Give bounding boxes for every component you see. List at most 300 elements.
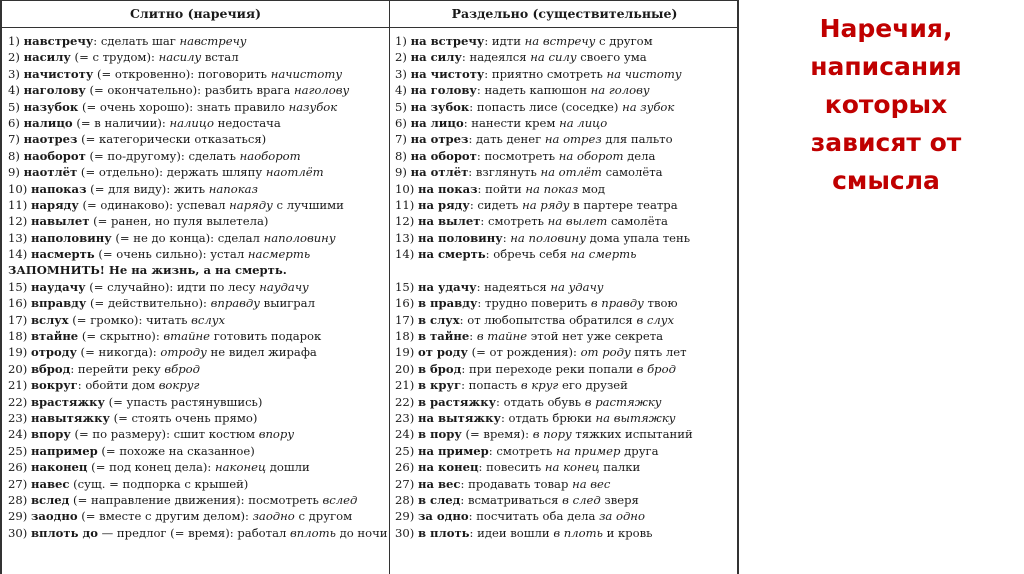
item-term: заодно [30, 509, 78, 524]
item-text: (= направление движения): посмотреть [69, 492, 323, 507]
item-text: дома упала тень [585, 230, 691, 245]
item-example: налицо [169, 115, 214, 130]
list-item [395, 279, 739, 295]
item-text: встал [201, 50, 239, 65]
item-term: впору [30, 427, 71, 442]
item-text: до ночи [335, 525, 388, 540]
item-example: на показ [525, 181, 579, 196]
item-number: 13) [8, 230, 28, 245]
item-example: вброд [164, 361, 200, 376]
item-term: наудачу [30, 279, 86, 294]
column-divider [389, 0, 390, 574]
list-item [8, 508, 388, 524]
item-text: для пальто [601, 132, 673, 147]
item-text: не видел жирафа [206, 345, 317, 360]
item-text: : идеи вошли [469, 525, 554, 540]
item-text: с другом [294, 509, 353, 524]
item-term: вправду [30, 296, 87, 311]
item-example: в след [562, 492, 601, 507]
item-term: на половину [417, 230, 503, 245]
list-item [395, 426, 739, 442]
item-number: 22) [395, 394, 415, 409]
item-text: (= отдельно): держать шляпу [77, 165, 266, 180]
item-example: на чистоту [606, 66, 682, 81]
item-text: в партере театра [569, 197, 678, 212]
item-example: наудачу [259, 279, 309, 294]
item-example: на конец [544, 460, 600, 475]
list-item [395, 49, 739, 65]
item-term: наполовину [30, 230, 112, 245]
item-term: в правду [417, 296, 478, 311]
item-example: начистоту [270, 66, 343, 81]
item-number: 4) [395, 83, 407, 98]
list-item [395, 213, 739, 229]
item-number: 3) [8, 66, 20, 81]
item-term: навстречу [23, 34, 94, 48]
item-term: на смерть [417, 247, 486, 262]
list-item [8, 99, 388, 115]
item-term: наконец [30, 460, 88, 475]
list-item [395, 377, 739, 393]
list-item [395, 295, 739, 311]
item-text: (= в наличии): [72, 115, 170, 130]
item-text: (= по-другому): сделать [85, 148, 240, 163]
list-item [395, 410, 739, 426]
item-example: на удачу [550, 279, 604, 294]
item-example: в круг [520, 378, 559, 393]
item-example: на голову [590, 83, 650, 98]
item-text: с лучшими [272, 197, 344, 212]
item-example: отроду [160, 345, 207, 360]
item-example: насмерть [247, 247, 311, 262]
item-text: — предлог (= время): работал [97, 525, 291, 540]
item-text: дела [623, 148, 656, 163]
list-item [395, 131, 739, 147]
item-text: твою [643, 296, 678, 311]
item-number: 21) [395, 378, 415, 393]
item-number: 24) [8, 427, 28, 442]
item-number: 29) [8, 509, 28, 524]
item-text: (= похоже на сказанное) [97, 443, 255, 458]
list-item [8, 443, 388, 459]
item-example: за одно [599, 509, 645, 524]
item-term: начистоту [23, 66, 94, 81]
item-text: : обойти дом [77, 378, 159, 393]
item-text: : сделать шаг [93, 34, 180, 48]
item-term: вслух [30, 312, 69, 327]
item-number: 7) [395, 132, 407, 147]
item-term: навес [30, 476, 70, 491]
item-text: : смотреть [480, 214, 548, 229]
item-number: 10) [395, 181, 415, 196]
item-term: вплоть до [30, 525, 98, 540]
item-text: : посчитать оба дела [468, 509, 600, 524]
item-text: (= по размеру): сшит костюм [70, 427, 259, 442]
item-example: от роду [580, 345, 631, 360]
item-term: на вытяжку [417, 410, 501, 425]
item-number: 2) [8, 50, 20, 65]
item-example: вплоть [290, 525, 336, 540]
item-text: (= скрытно): [78, 329, 164, 344]
list-item [8, 82, 388, 98]
list-item [395, 312, 739, 328]
item-example: наряду [229, 197, 273, 212]
nouns-column [395, 33, 739, 541]
item-number: 2) [395, 50, 407, 65]
item-text: : взглянуть [468, 165, 541, 180]
item-text: : от любопытства обратился [459, 312, 637, 327]
item-term: за одно [417, 509, 469, 524]
item-term: в пору [417, 427, 462, 442]
item-example: на пример [555, 443, 621, 458]
list-item [8, 410, 388, 426]
item-text: (= случайно): идти по лесу [85, 279, 260, 294]
item-example: насилу [158, 50, 202, 65]
list-item [8, 426, 388, 442]
list-item [8, 492, 388, 508]
list-item [395, 230, 739, 246]
header-divider [2, 27, 737, 28]
item-number: 20) [395, 361, 415, 376]
item-text: (= одинаково): успевал [78, 197, 230, 212]
list-item [8, 33, 388, 49]
item-example: впору [258, 427, 295, 442]
item-text: (= ранен, но пуля вылетела) [89, 214, 269, 229]
item-number: 11) [8, 197, 28, 212]
item-term: на встречу [410, 34, 485, 48]
item-text: этой нет уже секрета [527, 329, 664, 344]
item-text: : попасть лисе (соседке) [469, 99, 623, 114]
item-example: наоборот [239, 148, 301, 163]
list-item [8, 476, 388, 492]
list-item [395, 99, 739, 115]
item-number: 15) [8, 279, 28, 294]
item-number: 26) [8, 460, 28, 475]
item-text: (= под конец дела): [87, 460, 215, 475]
item-text: (= очень хорошо): знать правило [78, 99, 289, 114]
item-term: насилу [23, 50, 71, 65]
item-number: 21) [8, 378, 28, 393]
item-example: в слух [636, 312, 675, 327]
item-number: 23) [8, 410, 28, 425]
item-number: 3) [395, 66, 407, 81]
item-example: на отрез [544, 132, 602, 147]
title-line: написания [810, 52, 962, 81]
item-term: на удачу [417, 279, 477, 294]
item-term: на отрез [410, 132, 469, 147]
list-item [8, 148, 388, 164]
item-text: (= не до конца): сделал [111, 230, 264, 245]
item-number: 14) [8, 247, 28, 262]
item-number: 9) [395, 165, 407, 180]
item-number: 15) [395, 279, 415, 294]
list-item [395, 443, 739, 459]
item-number: 28) [8, 492, 28, 507]
item-term: на конец [417, 460, 479, 475]
item-term: в след [417, 492, 461, 507]
item-example: в тайне [476, 329, 528, 344]
spacer [395, 262, 739, 278]
item-number: 6) [8, 115, 20, 130]
item-term: на пример [417, 443, 489, 458]
item-number: 12) [8, 214, 28, 229]
list-item [8, 131, 388, 147]
item-text: дошли [266, 460, 310, 475]
title-line: зависят от [810, 128, 962, 157]
item-term: на отлёт [410, 165, 469, 180]
item-example: вокруг [158, 378, 200, 393]
item-text: : трудно поверить [477, 296, 591, 311]
item-text: палки [599, 460, 641, 475]
item-text: : повесить [478, 460, 545, 475]
item-text: : дать денег [468, 132, 545, 147]
item-number: 14) [395, 247, 415, 262]
item-term: в брод [417, 361, 462, 376]
item-text: : приятно смотреть [484, 66, 607, 81]
item-text: (= никогда): [76, 345, 161, 360]
item-example: вслед [322, 492, 358, 507]
item-term: отроду [30, 345, 77, 360]
item-term: наотрез [23, 132, 78, 147]
item-example: в правду [590, 296, 644, 311]
list-item [395, 246, 739, 262]
list-item [8, 230, 388, 246]
item-text: (= с трудом): [70, 50, 159, 65]
list-item [8, 115, 388, 131]
item-text: (= вместе с другим делом): [77, 509, 253, 524]
item-term: на ряду [417, 197, 470, 212]
item-text: (= время): [461, 427, 533, 442]
list-item [8, 525, 388, 558]
list-item [8, 49, 388, 65]
list-item [8, 246, 388, 262]
item-term: на вес [417, 476, 461, 491]
list-item [8, 361, 388, 377]
item-number: 22) [8, 394, 28, 409]
item-example: напоказ [208, 181, 258, 196]
item-example: наконец [215, 460, 267, 475]
item-text: : смотреть [488, 443, 556, 458]
item-number: 20) [8, 361, 28, 376]
item-example: вправду [210, 296, 260, 311]
item-text: друга [620, 443, 659, 458]
item-number: 18) [8, 329, 28, 344]
item-text: (= упасть растянувшись) [104, 394, 263, 409]
item-term: наголову [23, 83, 86, 98]
list-item [8, 279, 388, 295]
item-number: 30) [395, 525, 415, 540]
item-example: на отлёт [540, 165, 602, 180]
list-item [8, 344, 388, 360]
item-term: на силу [410, 50, 462, 65]
item-text: готовить подарок [210, 329, 322, 344]
item-example: в брод [636, 361, 676, 376]
item-text: (= категорически отказаться) [77, 132, 267, 147]
adverbs-column [8, 33, 388, 558]
item-number: 23) [395, 410, 415, 425]
item-text: : обречь себя [485, 247, 571, 262]
item-number: 19) [395, 345, 415, 360]
item-example: втайне [163, 329, 211, 344]
item-number: 5) [395, 99, 407, 114]
item-number: 7) [8, 132, 20, 147]
item-text: : нанести крем [463, 115, 560, 130]
item-example: на силу [530, 50, 577, 65]
list-item [395, 33, 739, 49]
item-text: недостача [213, 115, 281, 130]
item-text: : посмотреть [476, 148, 559, 163]
item-term: на зубок [410, 99, 470, 114]
item-number: 8) [8, 148, 20, 163]
item-text: (= от рождения): [467, 345, 581, 360]
item-number: 8) [395, 148, 407, 163]
item-term: в круг [417, 378, 462, 393]
item-term: в плоть [417, 525, 470, 540]
item-text: и кровь [602, 525, 653, 540]
item-example: на вес [572, 476, 611, 491]
list-item [395, 115, 739, 131]
item-text: самолёта [601, 165, 663, 180]
title-line: смысла [832, 166, 940, 195]
item-term: врастяжку [30, 394, 105, 409]
list-item [8, 295, 388, 311]
title-line: которых [824, 90, 948, 119]
item-example: на зубок [622, 99, 675, 114]
item-text: его друзей [558, 378, 628, 393]
list-item [8, 459, 388, 475]
item-number: 29) [395, 509, 415, 524]
list-item [395, 361, 739, 377]
item-example: заодно [252, 509, 295, 524]
list-item [395, 476, 739, 492]
item-number: 24) [395, 427, 415, 442]
list-item [395, 459, 739, 475]
item-term: налицо [23, 115, 73, 130]
item-number: 10) [8, 181, 28, 196]
item-number: 1) [395, 34, 407, 48]
item-number: 28) [395, 492, 415, 507]
item-term: на вылет [417, 214, 481, 229]
item-text: (= окончательно): разбить врага [85, 83, 295, 98]
item-text: : попасть [461, 378, 521, 393]
item-number: 25) [395, 443, 415, 458]
list-item [8, 197, 388, 213]
item-text: : надеть капюшон [476, 83, 591, 98]
item-text: зверя [600, 492, 639, 507]
item-number: 27) [8, 476, 28, 491]
item-text: : продавать товар [460, 476, 573, 491]
list-item [8, 181, 388, 197]
item-example: в плоть [553, 525, 603, 540]
item-term: на показ [417, 181, 478, 196]
item-number: 13) [395, 230, 415, 245]
list-item [395, 344, 739, 360]
item-text: выиграл [260, 296, 315, 311]
item-term: наотлёт [23, 165, 78, 180]
item-term: в слух [417, 312, 460, 327]
item-term: вокруг [30, 378, 78, 393]
list-item [8, 164, 388, 180]
list-item [8, 312, 388, 328]
item-example: на ряду [522, 197, 570, 212]
item-text: : при переходе реки попали [461, 361, 637, 376]
item-term: на лицо [410, 115, 464, 130]
item-term: например [30, 443, 98, 458]
item-number: 11) [395, 197, 415, 212]
list-item [395, 394, 739, 410]
item-term: в растяжку [417, 394, 496, 409]
item-example: наголову [294, 83, 350, 98]
item-number: 9) [8, 165, 20, 180]
item-text: : всматриваться [460, 492, 563, 507]
list-item [8, 66, 388, 82]
list-item [8, 394, 388, 410]
list-item [395, 508, 739, 524]
item-number: 16) [395, 296, 415, 311]
list-item [395, 82, 739, 98]
item-text: : надеялся [461, 50, 531, 65]
item-example: в растяжку [584, 394, 662, 409]
item-text: : надеяться [476, 279, 551, 294]
right-column-header: Раздельно (существительные) [451, 6, 678, 21]
item-term: наряду [30, 197, 79, 212]
item-term: на чистоту [410, 66, 485, 81]
item-example: навстречу [179, 34, 247, 48]
item-term: от роду [417, 345, 468, 360]
item-number: 16) [8, 296, 28, 311]
item-example: на встречу [524, 34, 596, 48]
list-item [395, 148, 739, 164]
item-number: 17) [395, 312, 415, 327]
item-term: навылет [30, 214, 90, 229]
item-text: своего ума [576, 50, 647, 65]
item-example: на оборот [558, 148, 624, 163]
remember-note: ЗАПОМНИТЬ! Не на жизнь, а на смерть. [8, 263, 287, 278]
list-item [395, 181, 739, 197]
item-text: (= очень сильно): устал [94, 247, 248, 262]
slide-title [755, 10, 1017, 200]
item-text: мод [578, 181, 606, 196]
item-example: наполовину [263, 230, 336, 245]
item-number: 1) [8, 34, 20, 48]
item-example: на вытяжку [595, 410, 676, 425]
item-term: насмерть [30, 247, 95, 262]
list-item [395, 197, 739, 213]
item-text: : пойти [477, 181, 526, 196]
item-text: (= действительно): [86, 296, 211, 311]
item-number: 30) [8, 525, 28, 540]
list-item [395, 66, 739, 82]
item-text: самолёта [607, 214, 668, 229]
item-text: : идти [484, 34, 525, 48]
list-item [8, 377, 388, 393]
item-text: : [469, 329, 477, 344]
item-example: наотлёт [265, 165, 324, 180]
item-example: вслух [191, 312, 226, 327]
item-text: (= громко): читать [68, 312, 192, 327]
item-text: : [502, 230, 511, 245]
item-number: 18) [395, 329, 415, 344]
item-text: : перейти реку [70, 361, 165, 376]
item-term: наоборот [23, 148, 86, 163]
item-term: в тайне [417, 329, 470, 344]
item-text: (сущ. = подпорка с крышей) [69, 476, 249, 491]
item-number: 25) [8, 443, 28, 458]
item-number: 19) [8, 345, 28, 360]
item-text: : сидеть [469, 197, 523, 212]
item-text: тяжких испытаний [571, 427, 693, 442]
list-item [395, 164, 739, 180]
